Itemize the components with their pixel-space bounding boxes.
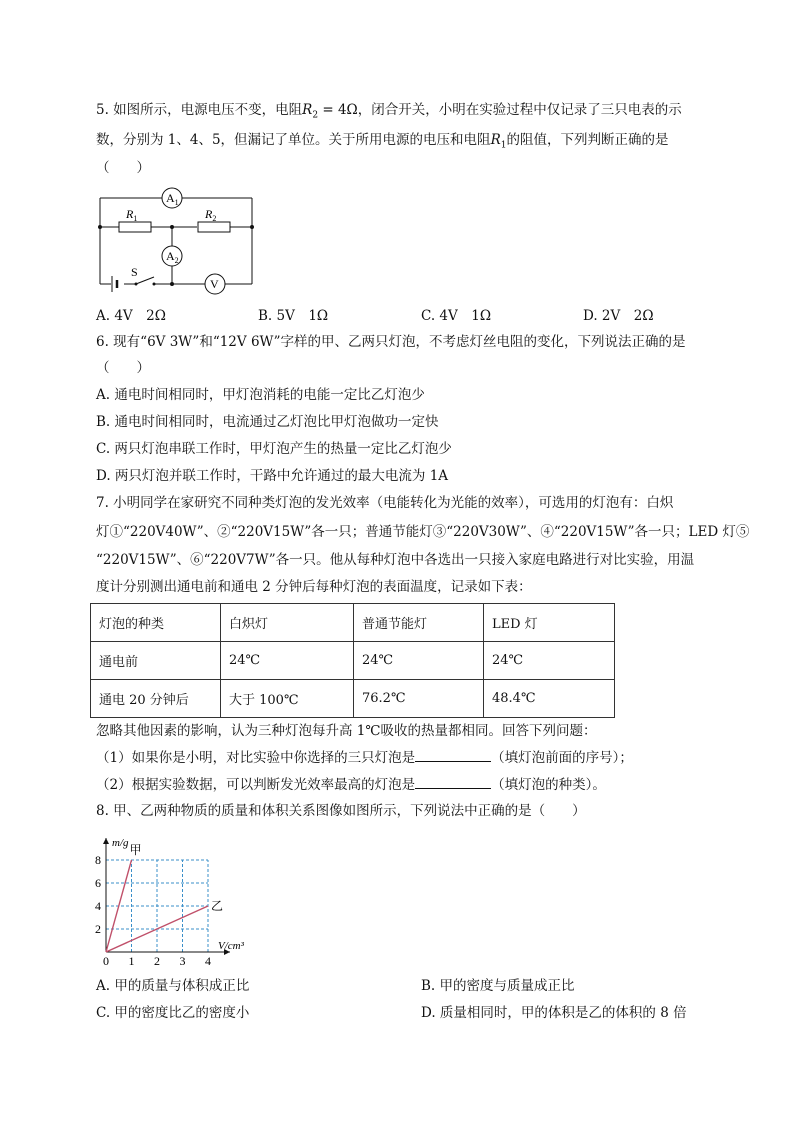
r2-diagram-label: $R_2$ <box>205 207 217 223</box>
q5-line1 <box>96 101 682 125</box>
table-cell: 24℃ <box>354 642 484 680</box>
r2-subscript: 2 <box>312 110 319 121</box>
y-tick-label: 8 <box>95 853 101 867</box>
ammeter-a2 <box>162 246 182 266</box>
q5-line1-text: 5. 如图所示，电源电压不变，电阻 <box>96 102 303 118</box>
table-header-cell: 白炽灯 <box>221 604 354 642</box>
y-tick-label: 2 <box>95 922 101 936</box>
r1-subscript: 1 <box>500 140 507 151</box>
q5-option-c[interactable]: C. 4V 1Ω <box>421 308 492 324</box>
resistor-r1 <box>119 222 151 232</box>
voltmeter-v <box>205 274 225 294</box>
q7-line2: 灯①“220V40W”、②“220V15W”各一只；普通节能灯③“220V30W”、④“220V15W”各一只；LED 灯⑤ <box>96 524 750 540</box>
q7-sub2 <box>96 775 606 794</box>
ammeter-a1 <box>162 188 182 208</box>
table-cell: 48.4℃ <box>484 680 615 718</box>
table-header-row <box>91 604 615 642</box>
q8-option-c[interactable]: C. 甲的密度比乙的密度小 <box>96 1005 250 1021</box>
table-header-cell: 灯泡的种类 <box>91 604 221 642</box>
q6-option-c[interactable]: C. 两只灯泡串联工作时，甲灯泡产生的热量一定比乙灯泡少 <box>96 441 452 457</box>
junction-middle <box>170 225 174 229</box>
r2-symbol: R <box>302 102 313 118</box>
table-header-cell: 普通节能灯 <box>354 604 484 642</box>
mass-volume-chart <box>88 822 278 972</box>
q8-option-d[interactable]: D. 质量相同时，甲的体积是乙的体积的 8 倍 <box>421 1005 687 1021</box>
q6-stem: 6. 现有“6V 3W”和“12V 6W”字样的甲、乙两只灯泡，不考虑灯丝电阻的变化，下列说法正确的是 <box>96 334 686 350</box>
x-tick-label: 0 <box>103 954 109 968</box>
table-cell: 76.2℃ <box>354 680 484 718</box>
q7-line1: 7. 小明同学在家研究不同种类灯泡的发光效率（电能转化为光能的效率），可选用的灯泡有：白炽 <box>96 495 674 511</box>
switch-label: S <box>131 265 138 279</box>
q5-paren: （ ） <box>96 160 150 176</box>
y-axis-arrow <box>103 838 109 844</box>
x-tick-label: 3 <box>179 954 186 968</box>
junction-right <box>250 225 254 229</box>
q8-option-a[interactable]: A. 甲的质量与体积成正比 <box>96 978 250 994</box>
r1-diagram-label: $R_1$ <box>126 207 138 223</box>
svg-text:A2: $A_2$ <box>166 249 179 265</box>
table-row <box>91 642 615 680</box>
x-tick-label: 1 <box>128 954 135 968</box>
series-label-1: 甲 <box>129 843 142 857</box>
q6-option-a[interactable]: A. 通电时间相同时，甲灯泡消耗的电能一定比乙灯泡少 <box>96 387 425 403</box>
table-header-cell: LED 灯 <box>484 604 615 642</box>
junction-bottom <box>170 282 174 286</box>
q5-option-d[interactable]: D. 2V 2Ω <box>583 308 654 324</box>
q7-sub2-tail: （填灯泡的种类）。 <box>491 777 606 793</box>
table-row <box>91 680 615 718</box>
q7-sub1 <box>96 748 633 767</box>
answer-blank-1[interactable] <box>415 748 491 762</box>
q6-option-b[interactable]: B. 通电时间相同时，电流通过乙灯泡比甲灯泡做功一定快 <box>96 414 439 430</box>
chart-grid <box>106 860 208 952</box>
answer-blank-2[interactable] <box>415 775 491 789</box>
q5-line1-tail: ，闭合开关，小明在实验过程中仅记录了三只电表的示 <box>357 102 682 118</box>
q7-line3: “220V15W”、⑥“220V7W”各一只。他从每种灯泡中各选出一只接入家庭电路进行对比实验，用温 <box>96 552 695 568</box>
x-tick-label: 4 <box>205 954 211 968</box>
q7-data-table <box>90 603 615 718</box>
switch-pivot <box>135 283 138 286</box>
q7-line4: 度计分别测出通电前和通电 2 分钟后每种灯泡的表面温度，记录如下表： <box>96 579 532 595</box>
q5-line2-text: 数，分别为 1、4、5，但漏记了单位。关于所用电源的电压和电阻 <box>96 132 491 148</box>
table-cell: 通电 20 分钟后 <box>91 680 221 718</box>
q7-note: 忽略其他因素的影响，认为三种灯泡每升高 1℃吸收的热量都相同。回答下列问题： <box>96 723 597 739</box>
q6-paren: （ ） <box>96 360 150 376</box>
q6-option-d[interactable]: D. 两只灯泡并联工作时，干路中允许通过的最大电流为 1A <box>96 468 449 484</box>
r2-value: = 4Ω <box>318 102 358 118</box>
table-cell: 24℃ <box>484 642 615 680</box>
table-cell: 24℃ <box>221 642 354 680</box>
x-tick-label: 2 <box>154 954 160 968</box>
circuit-diagram <box>90 180 265 300</box>
q8-option-b[interactable]: B. 甲的密度与质量成正比 <box>421 978 575 994</box>
y-axis-label: m/g <box>112 837 129 849</box>
resistor-r2 <box>198 222 230 232</box>
svg-text:A1: $A_1$ <box>166 191 179 207</box>
q5-option-a[interactable]: A. 4V 2Ω <box>96 308 166 324</box>
r1-symbol: R <box>490 132 501 148</box>
switch-contact <box>153 283 156 286</box>
junction-left <box>98 225 102 229</box>
q8-stem: 8. 甲、乙两种物质的质量和体积关系图像如图所示，下列说法中正确的是（ ） <box>96 803 586 819</box>
q7-sub2-text: （2）根据实验数据，可以判断发光效率最高的灯泡是 <box>96 777 416 793</box>
series-label-2: 乙 <box>211 899 224 913</box>
q5-line2-tail: 的阻值，下列判断正确的是 <box>506 132 669 148</box>
y-tick-label: 6 <box>95 876 101 890</box>
table-cell: 大于 100℃ <box>221 680 354 718</box>
chart-series <box>106 843 223 952</box>
q7-sub1-text: （1）如果你是小明，对比实验中你选择的三只灯泡是 <box>96 750 416 766</box>
q7-sub1-tail: （填灯泡前面的序号）； <box>491 750 633 766</box>
table-cell: 通电前 <box>91 642 221 680</box>
svg-text:V: V <box>210 277 219 291</box>
q5-line2 <box>96 131 668 155</box>
x-axis-label: V/cm³ <box>218 940 244 952</box>
q5-option-b[interactable]: B. 5V 1Ω <box>258 308 329 324</box>
y-tick-label: 4 <box>95 899 101 913</box>
